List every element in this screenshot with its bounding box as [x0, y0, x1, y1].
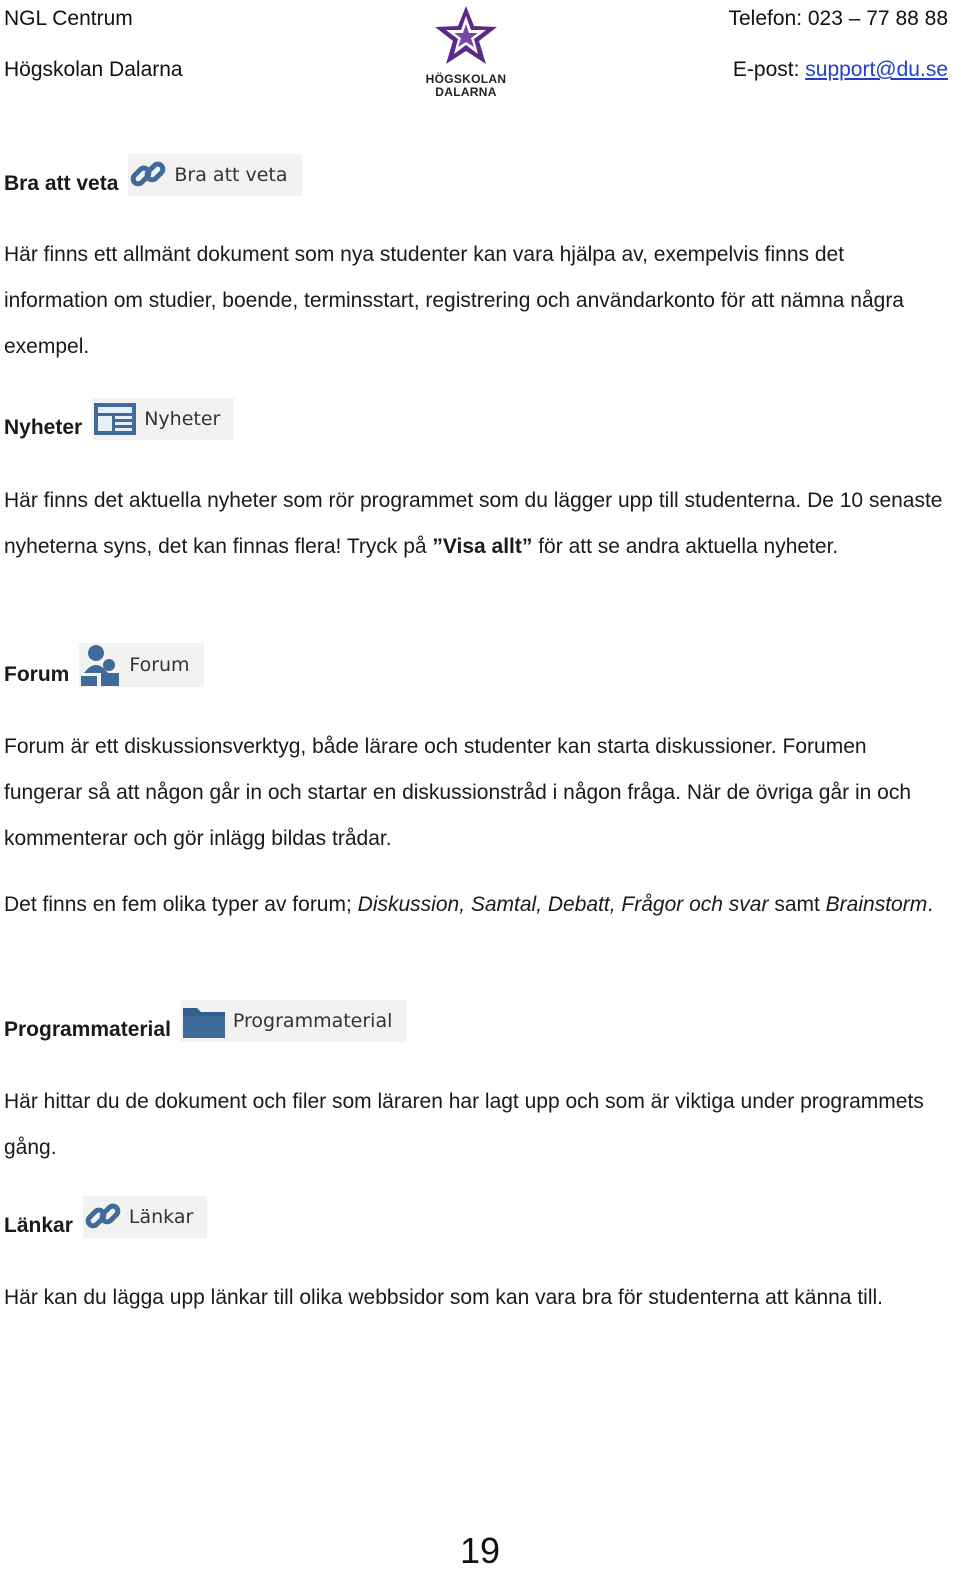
hogskolan-dalarna-logo	[418, 4, 514, 99]
section-title: Forum	[4, 663, 70, 686]
section-lankar	[4, 1196, 207, 1238]
link-icon	[128, 155, 168, 195]
forum-text-2	[4, 882, 949, 928]
section-title: Programmaterial	[4, 1018, 171, 1041]
email-label: E-post:	[732, 58, 806, 81]
news-icon	[92, 399, 138, 439]
section-title: Länkar	[4, 1214, 73, 1237]
forum-text-1: Forum är ett diskussionsverktyg, både lärare och studenter kan starta diskussioner. Forumen fungerar så att någon går in och startar en diskussionstråd i någon fråga. När de övriga går in och kommenterar och gör inlägg bildas trådar.	[4, 735, 912, 850]
logo-line-2: DALARNA	[435, 85, 497, 99]
forum-text-2c: .	[927, 893, 934, 916]
nyheter-text-b: för att se andra aktuella nyheter.	[532, 535, 839, 558]
badge-label: Länkar	[128, 1206, 194, 1228]
lankar-text: Här kan du lägga upp länkar till olika webbsidor som kan vara bra för studenterna att känna till.	[4, 1286, 883, 1309]
badge-label: Forum	[129, 654, 190, 676]
forum-badge	[79, 643, 203, 687]
bra-att-veta-text: Här finns ett allmänt dokument som nya studenter kan vara hjälpa av, exempelvis finns det information om studier, boende, terminsstart, registrering och användarkonto för att nämna några exempel.	[4, 243, 904, 358]
section-programmaterial	[4, 1000, 406, 1042]
email-link[interactable]: support@du.se	[805, 58, 948, 81]
logo-line-1: HÖGSKOLAN	[425, 72, 507, 86]
section-forum	[4, 643, 204, 687]
nyheter-text-a: Här finns det aktuella nyheter som rör programmet som du lägger upp till studenterna. De 10 senaste nyheterna syns, det kan finnas flera! Tryck på	[4, 489, 943, 558]
nyheter-badge	[92, 398, 234, 440]
programmaterial-text: Här hittar du de dokument och filer som läraren har lagt upp och som är viktiga under programmets gång.	[4, 1090, 924, 1159]
forum-brainstorm: Brainstorm	[825, 893, 928, 916]
page-number: 19	[459, 1530, 501, 1571]
nyheter-text	[4, 478, 949, 570]
email-line	[733, 59, 948, 80]
visa-allt-text: ”Visa allt”	[432, 535, 533, 558]
folder-icon	[181, 1002, 227, 1040]
section-title: Nyheter	[4, 416, 83, 439]
phone: Telefon: 023 – 77 88 88	[728, 7, 948, 30]
badge-label: Nyheter	[144, 408, 221, 430]
section-title: Bra att veta	[4, 172, 119, 195]
star-logo-icon	[431, 4, 501, 68]
school-name: Högskolan Dalarna	[4, 58, 183, 81]
forum-text-2b: samt	[768, 893, 826, 916]
forum-users-icon	[79, 643, 123, 687]
badge-label: Bra att veta	[174, 164, 288, 186]
bra-att-veta-badge	[128, 154, 301, 196]
forum-text-2a: Det finns en fem olika typer av forum;	[4, 893, 358, 916]
programmaterial-badge	[181, 1000, 406, 1042]
badge-label: Programmaterial	[232, 1010, 393, 1032]
section-nyheter	[4, 398, 234, 440]
lankar-badge	[83, 1196, 207, 1238]
org-name: NGL Centrum	[4, 7, 133, 30]
section-bra-att-veta	[4, 154, 302, 196]
link-icon	[83, 1197, 123, 1237]
forum-types: Diskussion, Samtal, Debatt, Frågor och svar	[357, 893, 769, 916]
